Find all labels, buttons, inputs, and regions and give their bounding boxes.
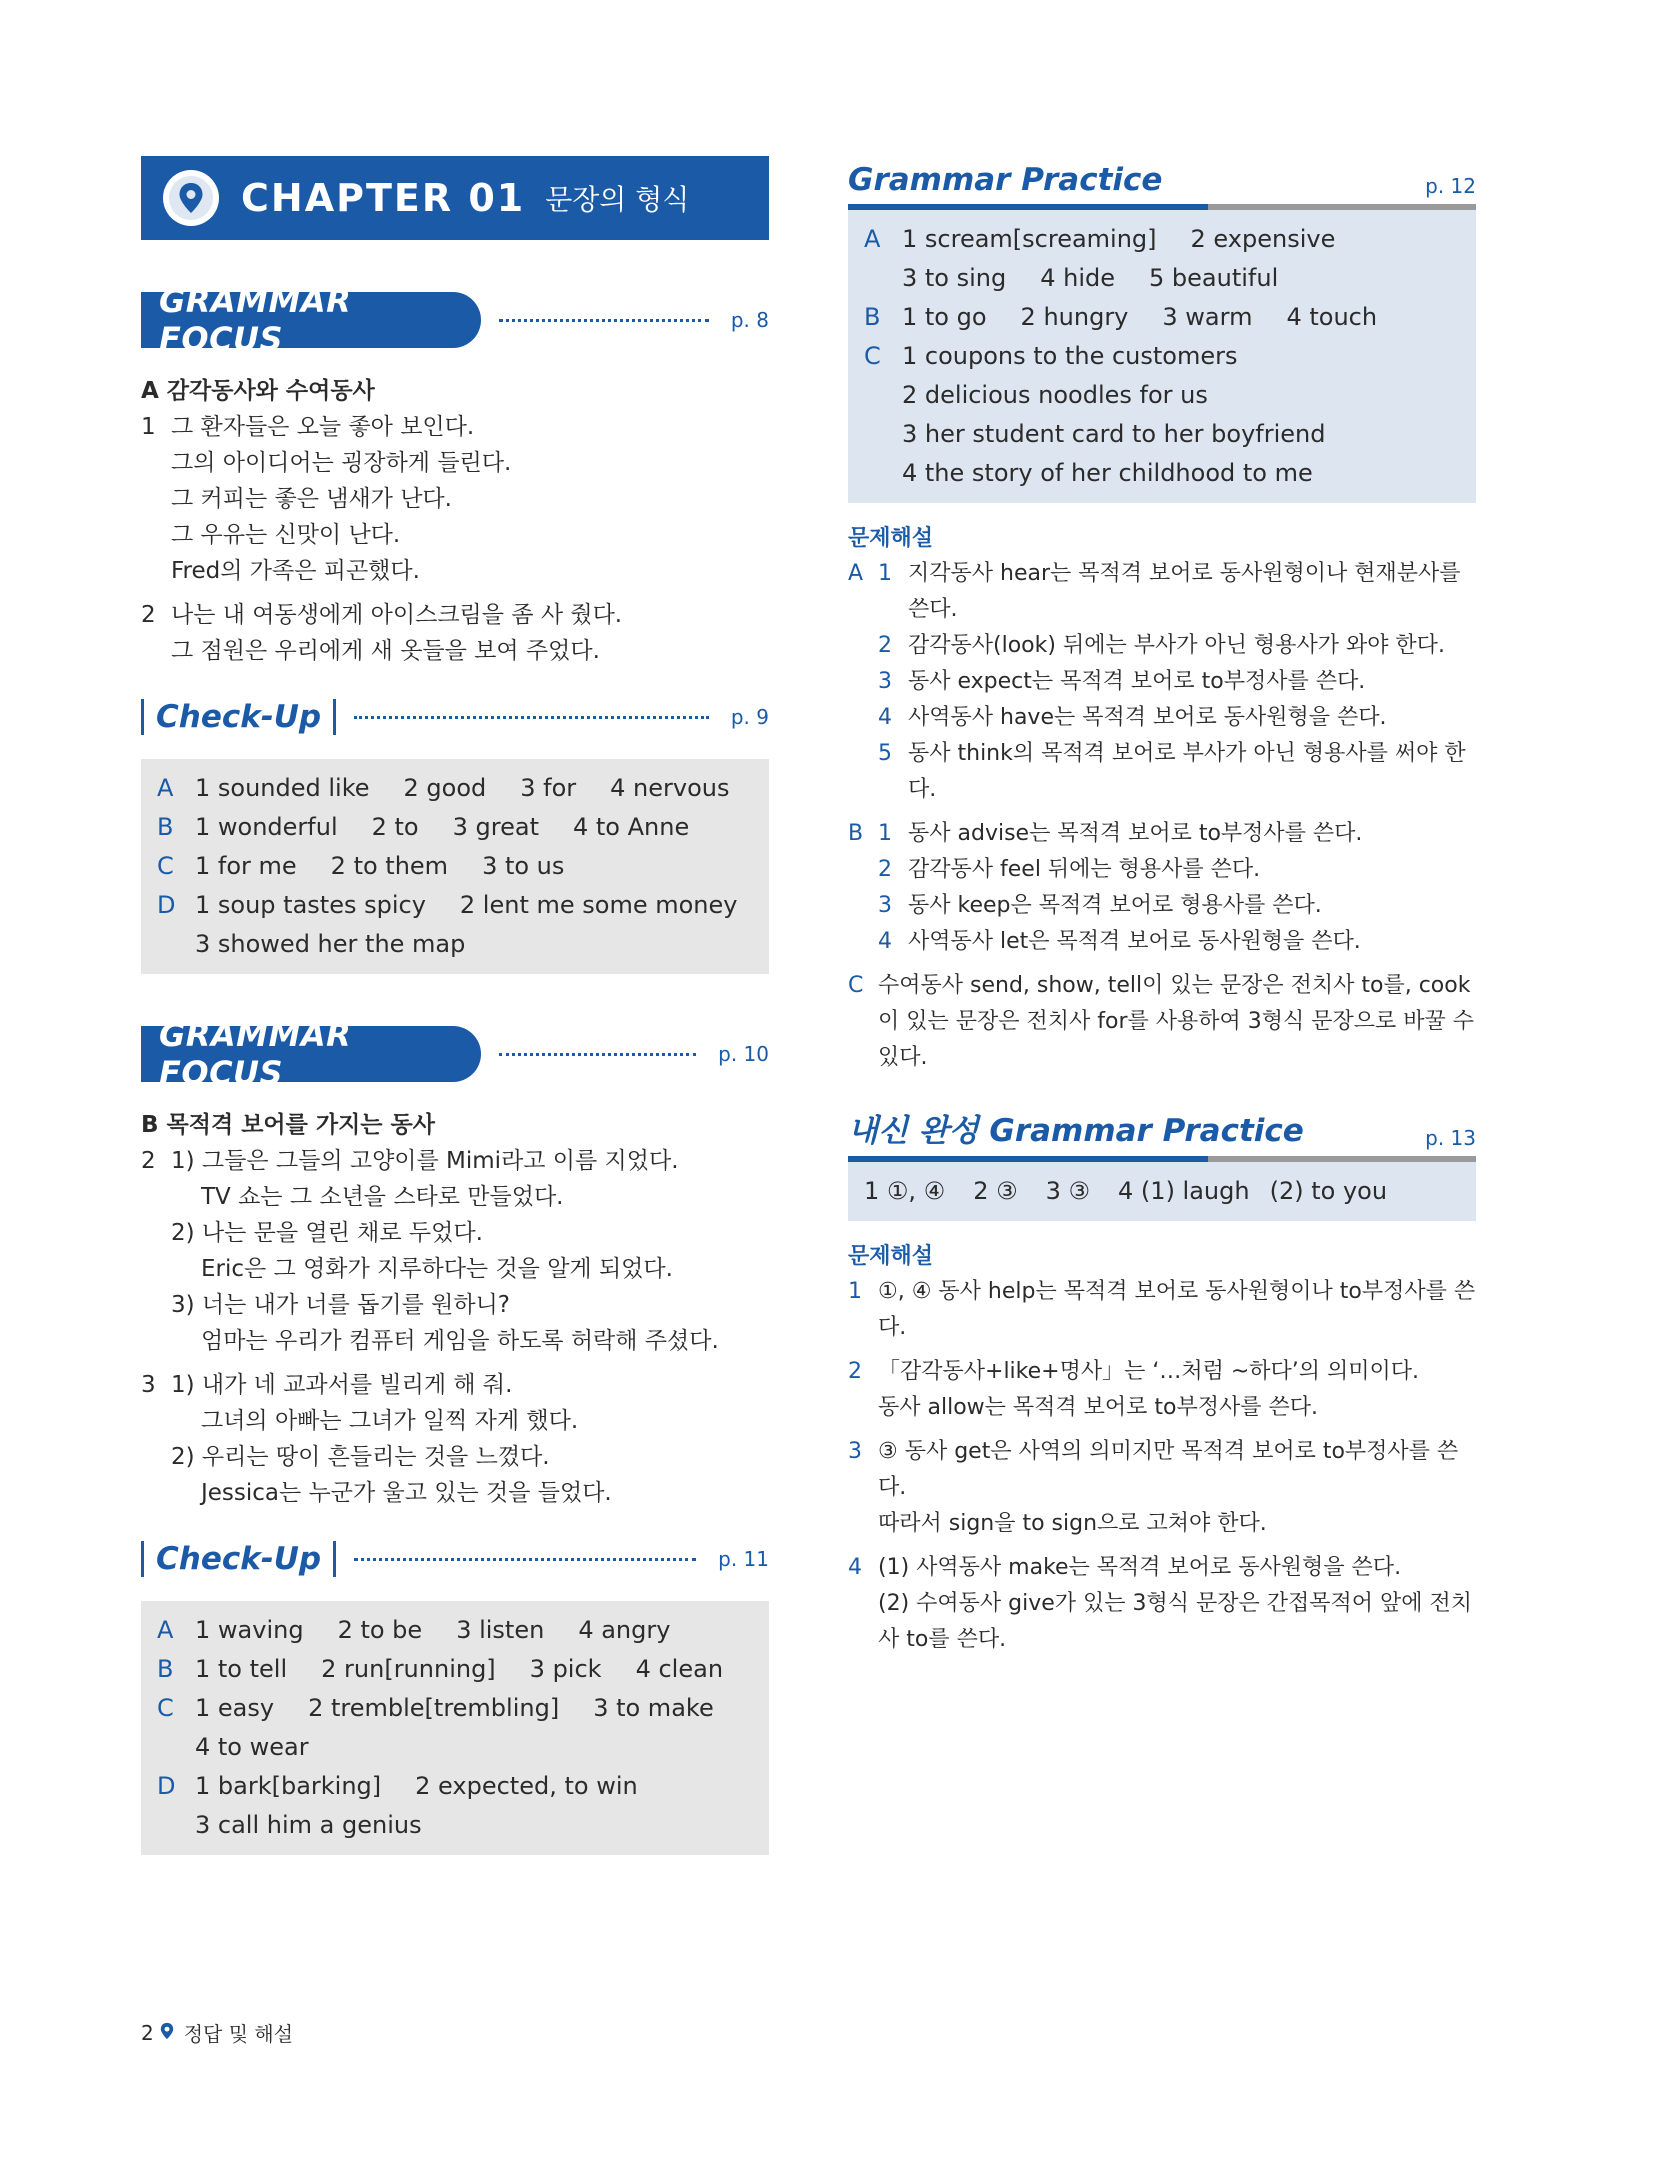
solution-list: A 1 지각동사 hear는 목적격 보어로 동사원형이나 현재분사를 쓴다. 2 감각동사(look) 뒤에는 부사가 아닌 형용사가 와야 한다. 3 동사 expect는 목적격 보어로 to부정사를 쓴다. 4 사역동사 have는 목적격 보어로 동사원형을 쓴다. 5 동사 think의 목적격 보어로 부사가 아닌 형용사를 써야 한다. B 1 동사 advise는 목적격 보어로 to부정사를 쓴다. 2 감각동사 feel 뒤에는 형용사를 쓴다. 3 동사 keep은 목적격 보어로 형용사를 쓴다. 4 사역동사 let은 목적격 보어로 동사원형을 쓴다. C 수여동사 send, show, tell이 있는 문장은 전치사 to를, cook이 있는 문장은 전치사 for를 사용하여 3형식 문장으로 바꿀 수 있다.	[848, 561, 1474, 1070]
left-column	[141, 156, 769, 1855]
solution-list: 1 ①, ④ 동사 help는 목적격 보어로 동사원형이나 to부정사를 쓴다. 2 「감각동사+like+명사」는 ‘…처럼 ~하다’의 의미이다. 동사 allow는 목적격 보어로 to부정사를 쓴다. 3 ③ 동사 get은 사역의 의미지만 목적격 보어로 to부정사를 쓴다. 따라서 sign을 to sign으로 고쳐야 한다. 4 (1) 사역동사 make는 목적격 보어로 동사원형을 쓴다. (2) 수여동사 give가 있는 3형식 문장은 간접목적어 앞에 전치사 to를 쓴다.	[848, 1279, 1476, 1652]
example-item: 3 1) 내가 네 교과서를 빌리게 해 줘. 그녀의 아빠는 그녀가 일찍 자게 했다. 2) 우리는 땅이 흔들리는 것을 느꼈다. Jessica는 누군가 울고 있는 것을 들었다.	[141, 1372, 612, 1506]
page-reference: p. 11	[718, 1547, 769, 1571]
check-up-label: Check-Up	[141, 699, 336, 735]
chapter-title: CHAPTER 01	[241, 176, 526, 220]
dotted-leader	[499, 319, 709, 322]
example-line: 그 점원은 우리에게 새 옷들을 보여 주었다.	[171, 638, 600, 664]
practice-answers: 1 ①, ④ 2 ③ 3 ③ 4 (1) laugh (2) to you	[848, 1162, 1476, 1221]
page-reference: p. 13	[1425, 1126, 1476, 1150]
example-item: 1 그 환자들은 오늘 좋아 보인다. 그의 아이디어는 굉장하게 들린다. 그 커피는 좋은 냄새가 난다. 그 우유는 신맛이 난다. Fred의 가족은 피곤했다.	[141, 409, 769, 589]
section-title: B 목적격 보어를 가지는 동사	[141, 1112, 435, 1138]
example-line: 그 우유는 신맛이 난다.	[171, 522, 401, 548]
practice-title: Grammar Practice	[848, 162, 1163, 198]
page-reference: p. 10	[718, 1042, 769, 1066]
chapter-subtitle: 문장의 형식	[545, 183, 690, 216]
example-line: 그의 아이디어는 굉장하게 들린다.	[171, 450, 512, 476]
page-reference: p. 8	[730, 308, 769, 332]
example-line: Fred의 가족은 피곤했다.	[171, 558, 420, 584]
location-pin-icon	[163, 170, 219, 226]
check-up-header	[141, 697, 769, 737]
page-reference: p. 12	[1425, 174, 1476, 198]
check-up-label: Check-Up	[141, 1541, 336, 1577]
check-up-answers: A 1 sounded like 2 good 3 for 4 nervous B 1 wonderful 2 to 3 great 4 to Anne C 1 for me 2 to them 3 to us D 1 soup tastes spicy 2 lent me some money 3 showed her the map	[141, 759, 769, 974]
section-title: A 감각동사와 수여동사	[141, 378, 375, 404]
practice-header	[848, 1106, 1476, 1150]
practice-header	[848, 154, 1476, 198]
solution-title: 문제해설	[848, 526, 934, 551]
page-reference: p. 9	[730, 705, 769, 729]
check-up-header	[141, 1539, 769, 1579]
example-line: 그 커피는 좋은 냄새가 난다.	[171, 486, 452, 512]
grammar-focus-header	[141, 282, 769, 358]
header-rule	[848, 1156, 1476, 1162]
grammar-focus-label: GRAMMAR FOCUS	[141, 292, 481, 348]
dotted-leader	[499, 1053, 696, 1056]
example-line: 나는 내 여동생에게 아이스크림을 좀 사 줬다.	[171, 602, 623, 628]
example-line: 그 환자들은 오늘 좋아 보인다.	[171, 414, 475, 440]
chapter-banner	[141, 156, 769, 240]
location-pin-icon	[160, 2021, 174, 2045]
grammar-focus-header	[141, 1016, 769, 1092]
dotted-leader	[354, 716, 709, 719]
practice-answers: A 1 scream[screaming] 2 expensive 3 to sing 4 hide 5 beautiful B 1 to go 2 hungry 3 warm 4 touch C 1 coupons to the customers 2 delicious noodles for us 3 her student card to her boyfriend 4 the story of her childhood to me	[848, 210, 1476, 503]
example-item: 2 나는 내 여동생에게 아이스크림을 좀 사 줬다. 그 점원은 우리에게 새 옷들을 보여 주었다.	[141, 597, 769, 669]
footer-label: 정답 및 해설	[183, 2022, 294, 2046]
practice-title: 내신 완성 Grammar Practice	[848, 1113, 1304, 1149]
grammar-focus-label: GRAMMAR FOCUS	[141, 1026, 481, 1082]
example-list	[141, 1143, 769, 1511]
dotted-leader	[354, 1558, 696, 1561]
page-footer	[141, 2018, 293, 2047]
check-up-answers: A 1 waving 2 to be 3 listen 4 angry B 1 to tell 2 run[running] 3 pick 4 clean C 1 easy 2 tremble[trembling] 3 to make 4 to wear D 1 bark[barking] 2 expected, to win 3 call him a genius	[141, 1601, 769, 1855]
right-column	[848, 154, 1476, 1666]
header-rule	[848, 204, 1476, 210]
page-number: 2	[141, 2020, 154, 2045]
example-item: 2 1) 그들은 그들의 고양이를 Mimi라고 이름 지었다. TV 쇼는 그 소년을 스타로 만들었다. 2) 나는 문을 열린 채로 두었다. Eric은 그 영화가 지루하다는 것을 알게 되었다. 3) 너는 내가 너를 돕기를 원하니? 엄마는 우리가 컴퓨터 게임을 하도록 허락해 주셨다.	[141, 1148, 719, 1354]
solution-title: 문제해설	[848, 1244, 934, 1269]
example-list	[141, 409, 769, 669]
